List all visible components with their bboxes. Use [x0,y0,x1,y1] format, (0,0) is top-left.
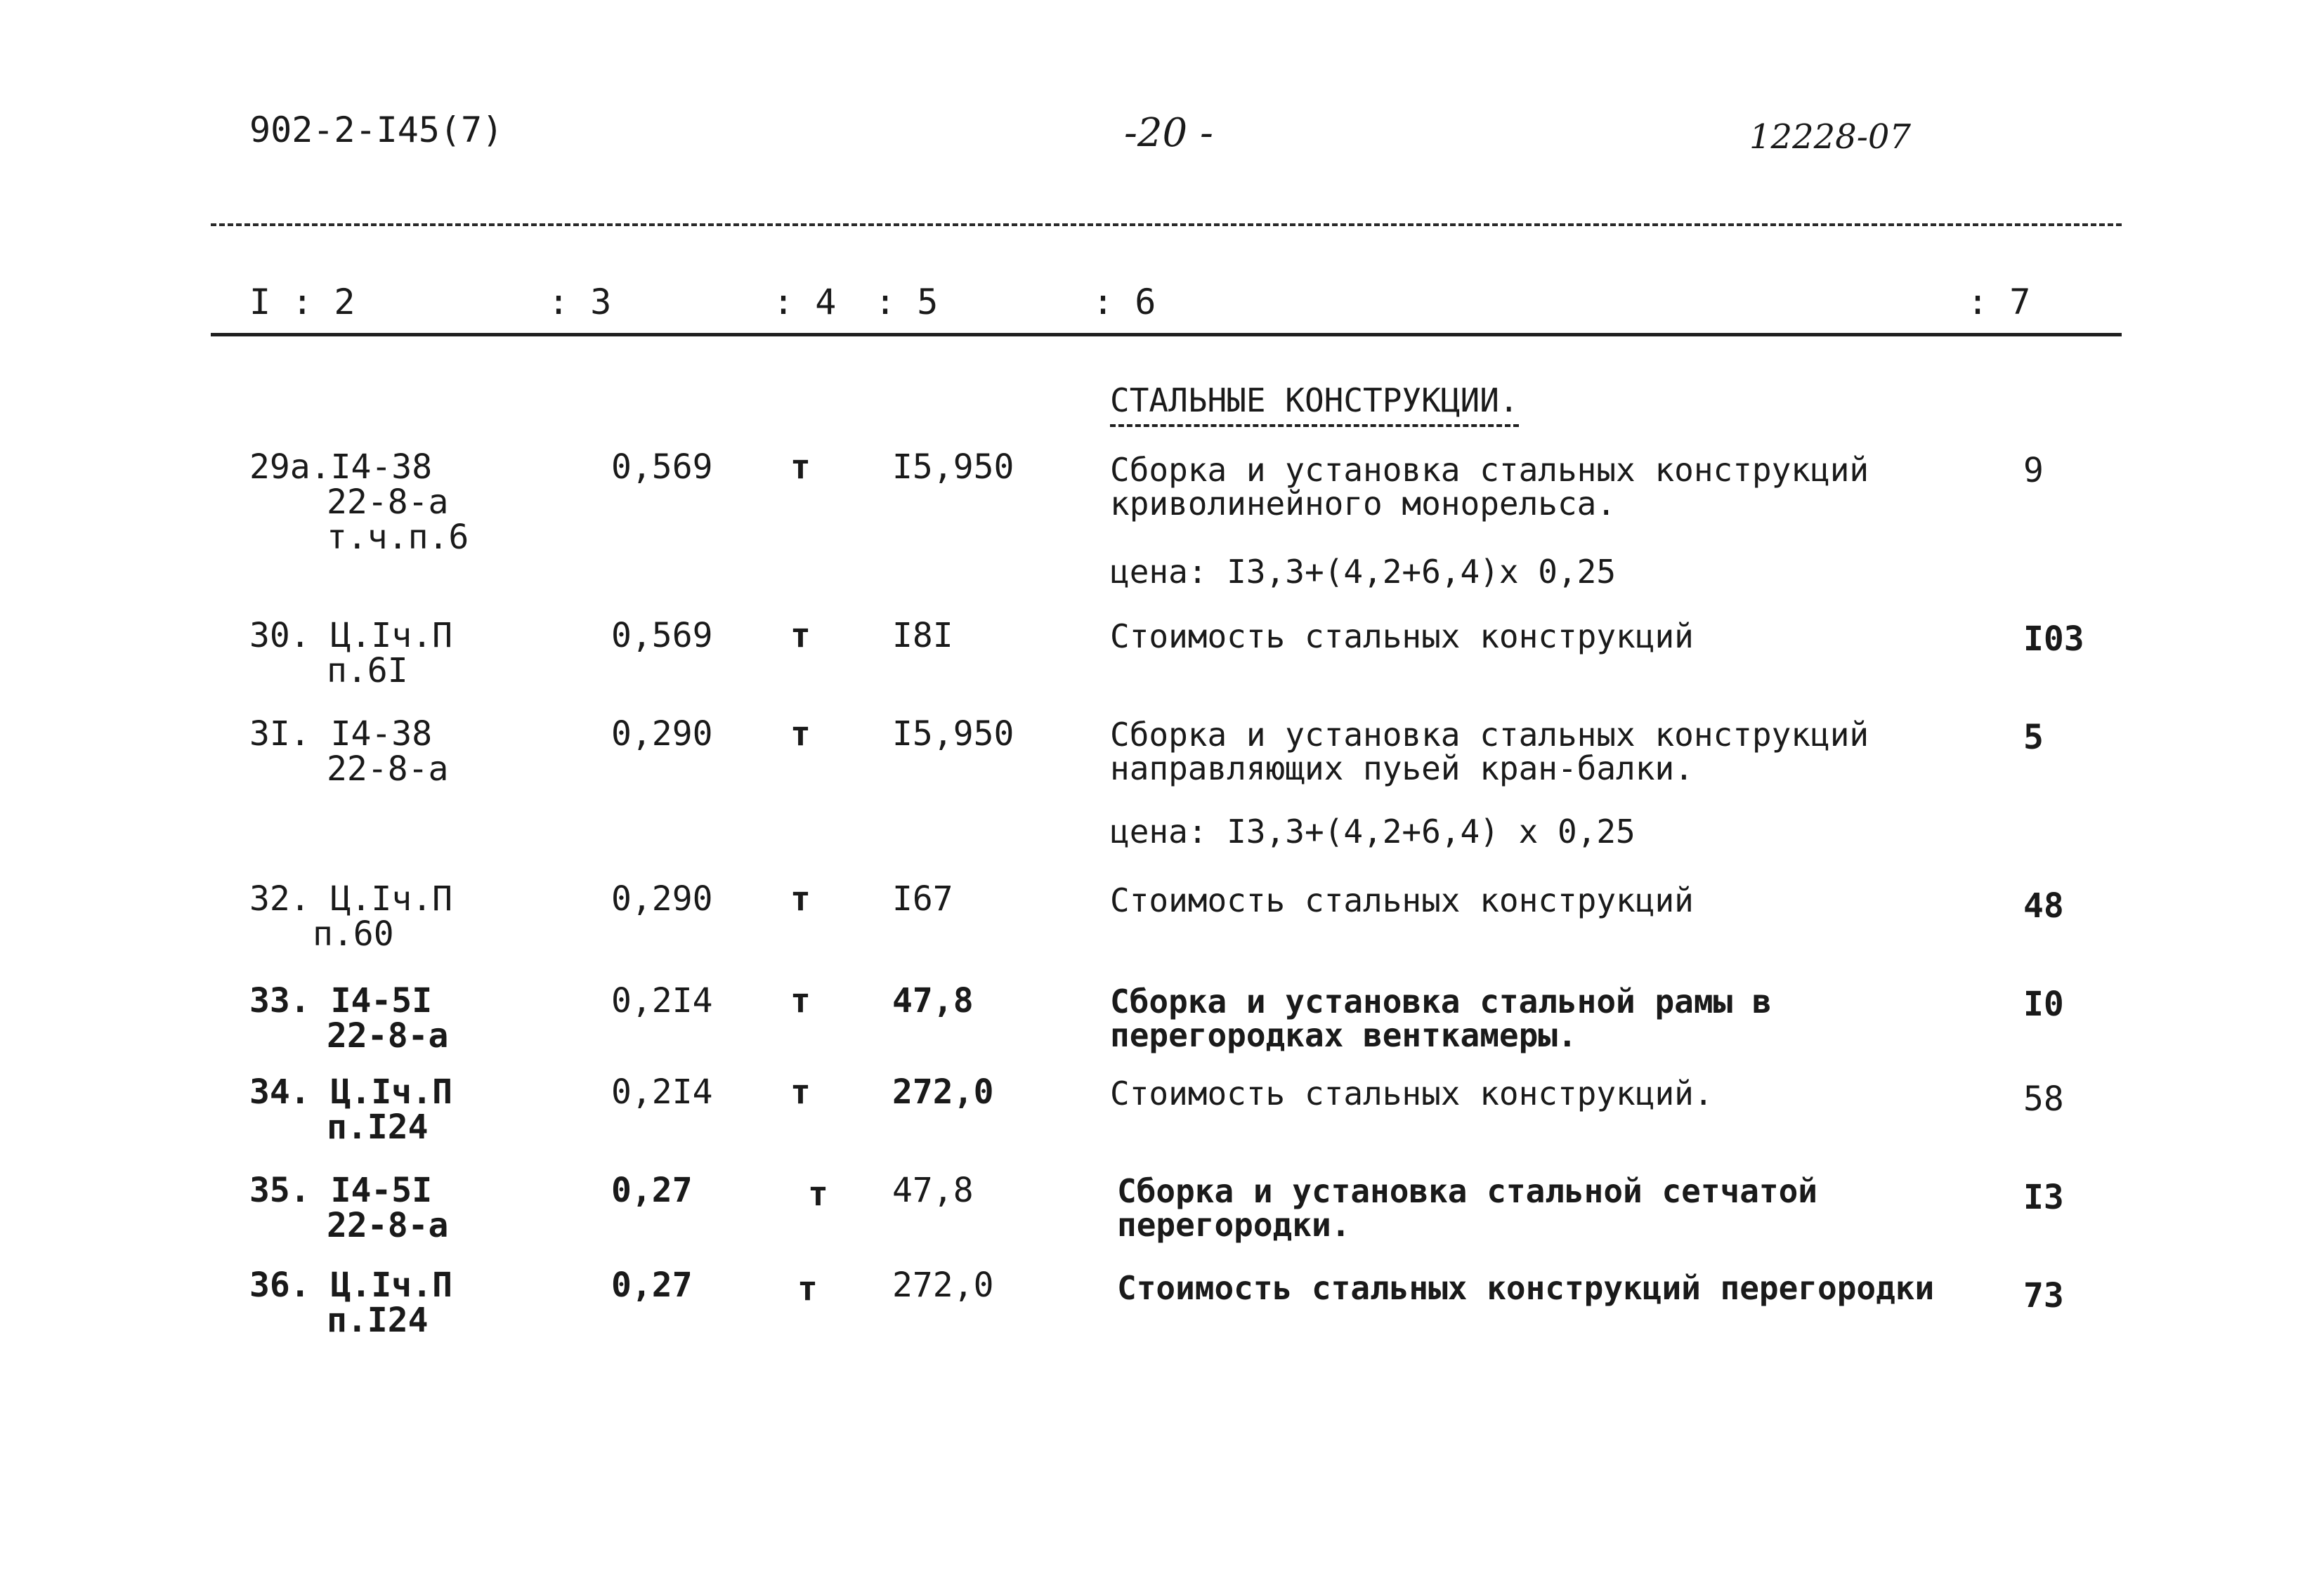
table-row [249,449,469,555]
row-total: 58 [2023,1079,2064,1119]
row-description: Сборка и установка стальных конструкций криволинейного монорельса. [1110,451,1869,523]
row-quantity: 0,27 [611,1171,693,1210]
column-header-1-2: I : 2 [249,282,355,322]
row-price: I5,950 [892,714,1014,754]
table-row [249,981,449,1056]
row-unit: т [790,616,811,655]
row-unit: т [790,879,811,919]
row-quantity: 0,290 [611,714,713,754]
row-ref-line: I4-38 [330,714,433,754]
row-description: Сборка и установка стальных конструкций направляющих пуьей кран-балки. [1110,716,1869,787]
row-ref-line: I4-38 [330,447,433,487]
row-price: 272,0 [892,1072,994,1112]
row-number: 33. [249,981,311,1020]
row-quantity: 0,2I4 [611,981,713,1020]
row-ref-line: т.ч.п.6 [327,518,469,557]
row-number: 30. [249,616,311,655]
row-ref-line: 22-8-a [327,749,449,789]
row-description: Сборка и установка стальной рамы в перегородках венткамеры. [1110,983,1772,1054]
column-header-3: : 3 [548,282,612,322]
row-unit: т [797,1269,818,1308]
row-total: I03 [2023,619,2084,659]
row-ref-line: Ц.Iч.П [330,1266,452,1305]
row-description: Стоимость стальных конструкций [1110,617,1694,655]
page-number: -20 - [1124,110,1213,156]
row-quantity: 0,290 [611,879,713,919]
row-price: 272,0 [892,1266,994,1305]
row-ref-line: I4-5I [330,1171,433,1210]
row-quantity: 0,2I4 [611,1072,713,1112]
row-total: I0 [2023,985,2064,1024]
row-price: I5,950 [892,447,1014,487]
row-total: I3 [2023,1178,2064,1217]
row-unit: т [790,1072,811,1112]
section-title: СТАЛЬНЫЕ КОНСТРУКЦИИ. [1110,379,1519,427]
registration-number: 12228-07 [1749,117,1911,157]
table-row [249,618,452,688]
top-divider [211,223,2122,226]
row-ref-line: Ц.Iч.П [330,879,452,919]
row-total: 5 [2023,718,2044,757]
row-total: 9 [2023,451,2044,490]
row-number: 32. [249,879,311,919]
row-number: 36. [249,1266,311,1305]
document-code: 902-2-I45(7) [249,110,504,150]
row-unit: т [808,1174,828,1214]
row-ref-line: I4-5I [330,981,433,1020]
row-quantity: 0,27 [611,1266,693,1305]
row-number: 3I. [249,714,311,754]
table-row [249,881,452,952]
row-number: 34. [249,1072,311,1112]
row-number: 29a. [249,447,331,487]
row-description: Стоимость стальных конструкций перегородки [1117,1269,1935,1307]
row-description: Стоимость стальных конструкций [1110,881,1694,919]
row-ref-line: 22-8-a [327,482,449,522]
row-price-note: цена: I3,3+(4,2+6,4)х 0,25 [1110,553,1617,591]
column-header-6: : 6 [1092,282,1156,322]
row-ref-line: п.60 [313,914,394,954]
row-price-note: цена: I3,3+(4,2+6,4) х 0,25 [1110,813,1636,851]
column-header-divider [211,333,2122,336]
row-ref-line: 22-8-a [327,1206,449,1245]
row-ref-line: п.I24 [327,1301,429,1340]
row-price: I67 [892,879,953,919]
row-ref-line: Ц.Iч.П [330,1072,452,1112]
table-row [249,716,448,787]
column-header-4: : 4 [773,282,837,322]
row-number: 35. [249,1171,311,1210]
table-row [249,1268,452,1338]
row-ref-line: п.I24 [327,1108,429,1147]
table-row [249,1072,452,1147]
row-unit: т [790,714,811,754]
row-total: 73 [2023,1276,2064,1315]
row-ref-line: 22-8-a [327,1016,449,1056]
column-header-7: : 7 [1967,282,2031,322]
row-quantity: 0,569 [611,616,713,655]
row-unit: т [790,447,811,487]
row-ref-line: Ц.Iч.П [330,616,452,655]
row-total: 48 [2023,886,2064,926]
row-quantity: 0,569 [611,447,713,487]
column-header-5: : 5 [875,282,939,322]
row-ref-line: п.6I [327,651,408,690]
row-description: Стоимость стальных конструкций. [1110,1075,1713,1112]
row-price: 47,8 [892,1171,974,1210]
row-description: Сборка и установка стальной сетчатой перегородки. [1117,1172,1817,1244]
row-price: 47,8 [892,981,974,1020]
table-row [249,1173,448,1243]
row-price: I8I [892,616,953,655]
row-unit: т [790,981,811,1020]
